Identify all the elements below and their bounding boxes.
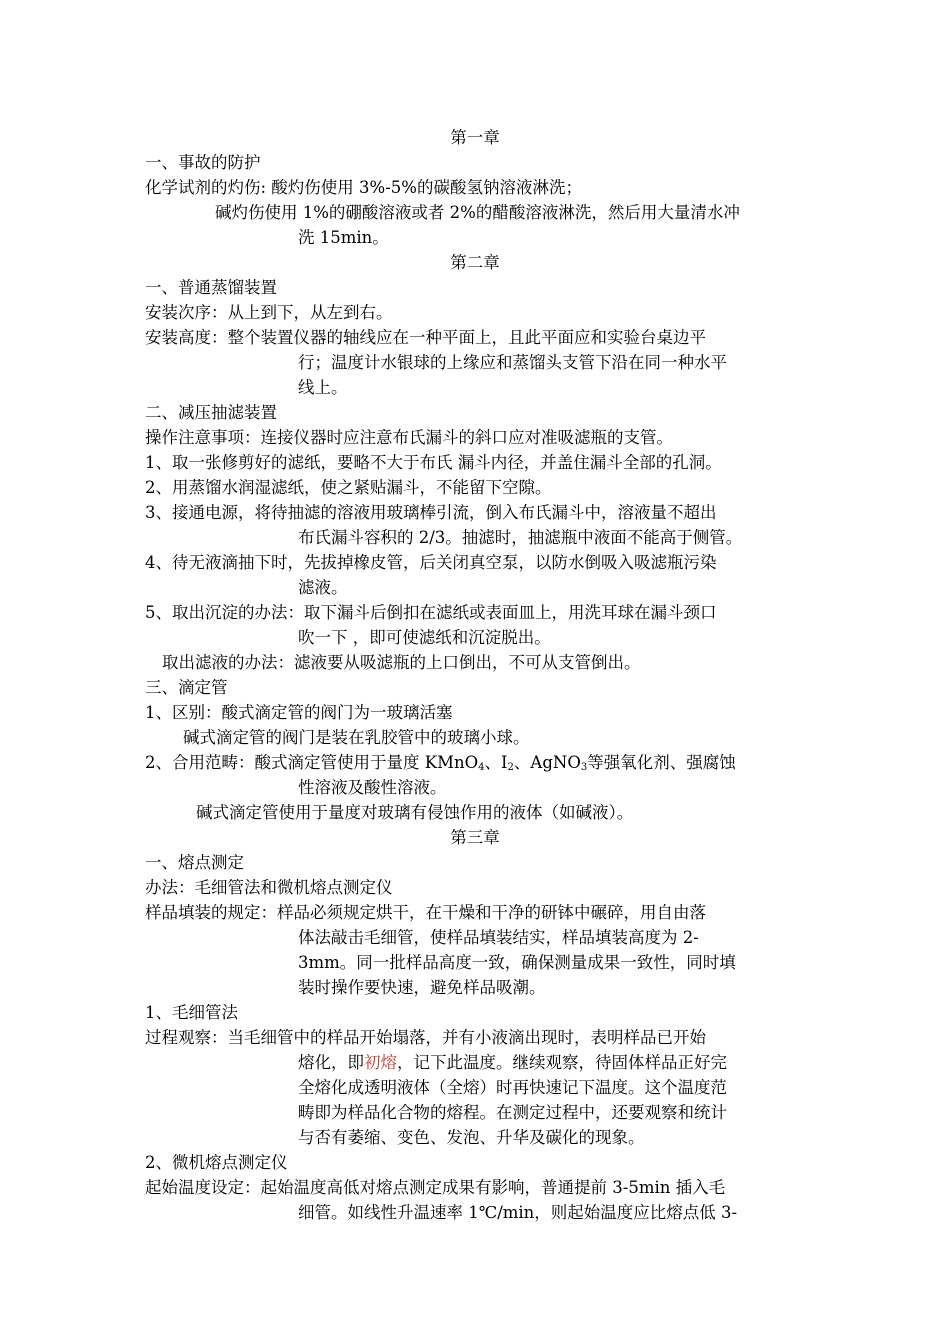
list-item: 1、区别：酸式滴定管的阀门为一玻璃活塞 xyxy=(145,703,453,722)
text-line: 碱式滴定管的阀门是装在乳胶管中的玻璃小球。 xyxy=(183,728,530,747)
text-line: 操作注意事项：连接仪器时应注意布氏漏斗的斜口应对准吸滤瓶的支管。 xyxy=(145,428,673,447)
section-heading: 一、事故的防护 xyxy=(145,153,261,172)
text-line: 线上。 xyxy=(298,378,348,397)
text-line: 3mm。同一批样品高度一致，确保测量成果一致性，同时填 xyxy=(298,953,736,972)
text-line: 取出滤液的办法：滤液要从吸滤瓶的上口倒出，不可从支管倒出。 xyxy=(162,653,641,672)
subscript: 3 xyxy=(580,762,588,773)
text-span: ，记下此温度。继续观察，待固体样品正好完 xyxy=(397,1053,727,1072)
list-item: 1、取一张修剪好的滤纸，要略不大于布氏 漏斗内径，并盖住漏斗全部的孔洞。 xyxy=(145,453,722,472)
list-item: 2、用蒸馏水润湿滤纸，使之紧贴漏斗，不能留下空隙。 xyxy=(145,478,552,497)
text-line: 洗 15min。 xyxy=(298,228,389,247)
text-line: 细管。如线性升温速率 1℃/min，则起始温度应比熔点低 3- xyxy=(298,1203,738,1222)
text-line: 布氏漏斗容积的 2/3。抽滤时，抽滤瓶中液面不能高于侧管。 xyxy=(298,528,743,547)
text-line: 性溶液及酸性溶液。 xyxy=(298,778,447,797)
text-line: 行；温度计水银球的上缘应和蒸馏头支管下沿在同一种水平 xyxy=(298,353,727,372)
text-line: 化学试剂的灼伤: 酸灼伤使用 3%-5%的碳酸氢钠溶液淋洗； xyxy=(145,178,582,197)
subsection-heading: 1、毛细管法 xyxy=(145,1003,238,1022)
subscript: 4 xyxy=(478,762,485,773)
text-line: 与否有萎缩、变色、发泡、升华及碳化的现象。 xyxy=(298,1128,645,1147)
section-heading: 一、熔点测定 xyxy=(145,853,244,872)
text-line: 起始温度设定：起始温度高低对熔点测定成果有影响，普通提前 3-5min 插入毛 xyxy=(145,1178,726,1197)
subscript: 2 xyxy=(507,762,514,773)
text-span: 、AgNO xyxy=(513,753,581,772)
text-span: 、I xyxy=(484,753,508,772)
subsection-heading: 2、微机熔点测定仪 xyxy=(145,1153,288,1172)
text-line: 办法：毛细管法和微机熔点测定仪 xyxy=(145,878,393,897)
chapter-3-title: 第三章 xyxy=(450,828,500,847)
highlighted-term: 初熔 xyxy=(364,1053,397,1072)
list-item: 3、接通电源，将待抽滤的溶液用玻璃棒引流，倒入布氏漏斗中，溶液量不超出 xyxy=(145,503,717,522)
chapter-1-title: 第一章 xyxy=(450,128,500,147)
section-heading: 三、滴定管 xyxy=(145,678,228,697)
text-span: 2、合用范畴：酸式滴定管使用于量度 KMnO xyxy=(145,753,479,772)
text-line: 碱式滴定管使用于量度对玻璃有侵蚀作用的液体（如碱液）。 xyxy=(196,803,634,822)
text-line: 过程观察：当毛细管中的样品开始塌落，并有小液滴出现时，表明样品已开始 xyxy=(145,1028,706,1047)
text-line: 全熔化成透明液体（全熔）时再快速记下温度。这个温度范 xyxy=(298,1078,727,1097)
text-line: 安装次序：从上到下，从左到右。 xyxy=(145,303,393,322)
text-line: 滤液。 xyxy=(298,578,348,597)
list-item xyxy=(145,750,736,775)
section-heading: 二、减压抽滤装置 xyxy=(145,403,277,422)
text-line: 碱灼伤使用 1%的硼酸溶液或者 2%的醋酸溶液淋洗，然后用大量清水冲 xyxy=(215,203,740,222)
text-line: 畴即为样品化合物的熔程。在测定过程中，还要观察和统计 xyxy=(298,1103,727,1122)
text-line: 样品填装的规定：样品必须规定烘干，在干燥和干净的研钵中碾碎，用自由落 xyxy=(145,903,706,922)
list-item: 4、待无液滴抽下时，先拔掉橡皮管，后关闭真空泵，以防水倒吸入吸滤瓶污染 xyxy=(145,553,717,572)
text-line: 吹一下 ，即可使滤纸和沉淀脱出。 xyxy=(298,628,551,647)
text-line: 装时操作要快速，避免样品吸潮。 xyxy=(298,978,546,997)
text-line: 安装高度：整个装置仪器的轴线应在一种平面上，且此平面应和实验台桌边平 xyxy=(145,328,706,347)
text-line xyxy=(298,1050,727,1075)
list-item: 5、取出沉淀的办法：取下漏斗后倒扣在滤纸或表面皿上，用洗耳球在漏斗颈口 xyxy=(145,603,717,622)
text-line: 体法敲击毛细管，使样品填装结实，样品填装高度为 2- xyxy=(298,928,699,947)
text-span: 熔化，即 xyxy=(298,1053,364,1072)
chapter-2-title: 第二章 xyxy=(450,253,500,272)
text-span: 等强氧化剂、强腐蚀 xyxy=(587,753,736,772)
section-heading: 一、普通蒸馏装置 xyxy=(145,278,277,297)
